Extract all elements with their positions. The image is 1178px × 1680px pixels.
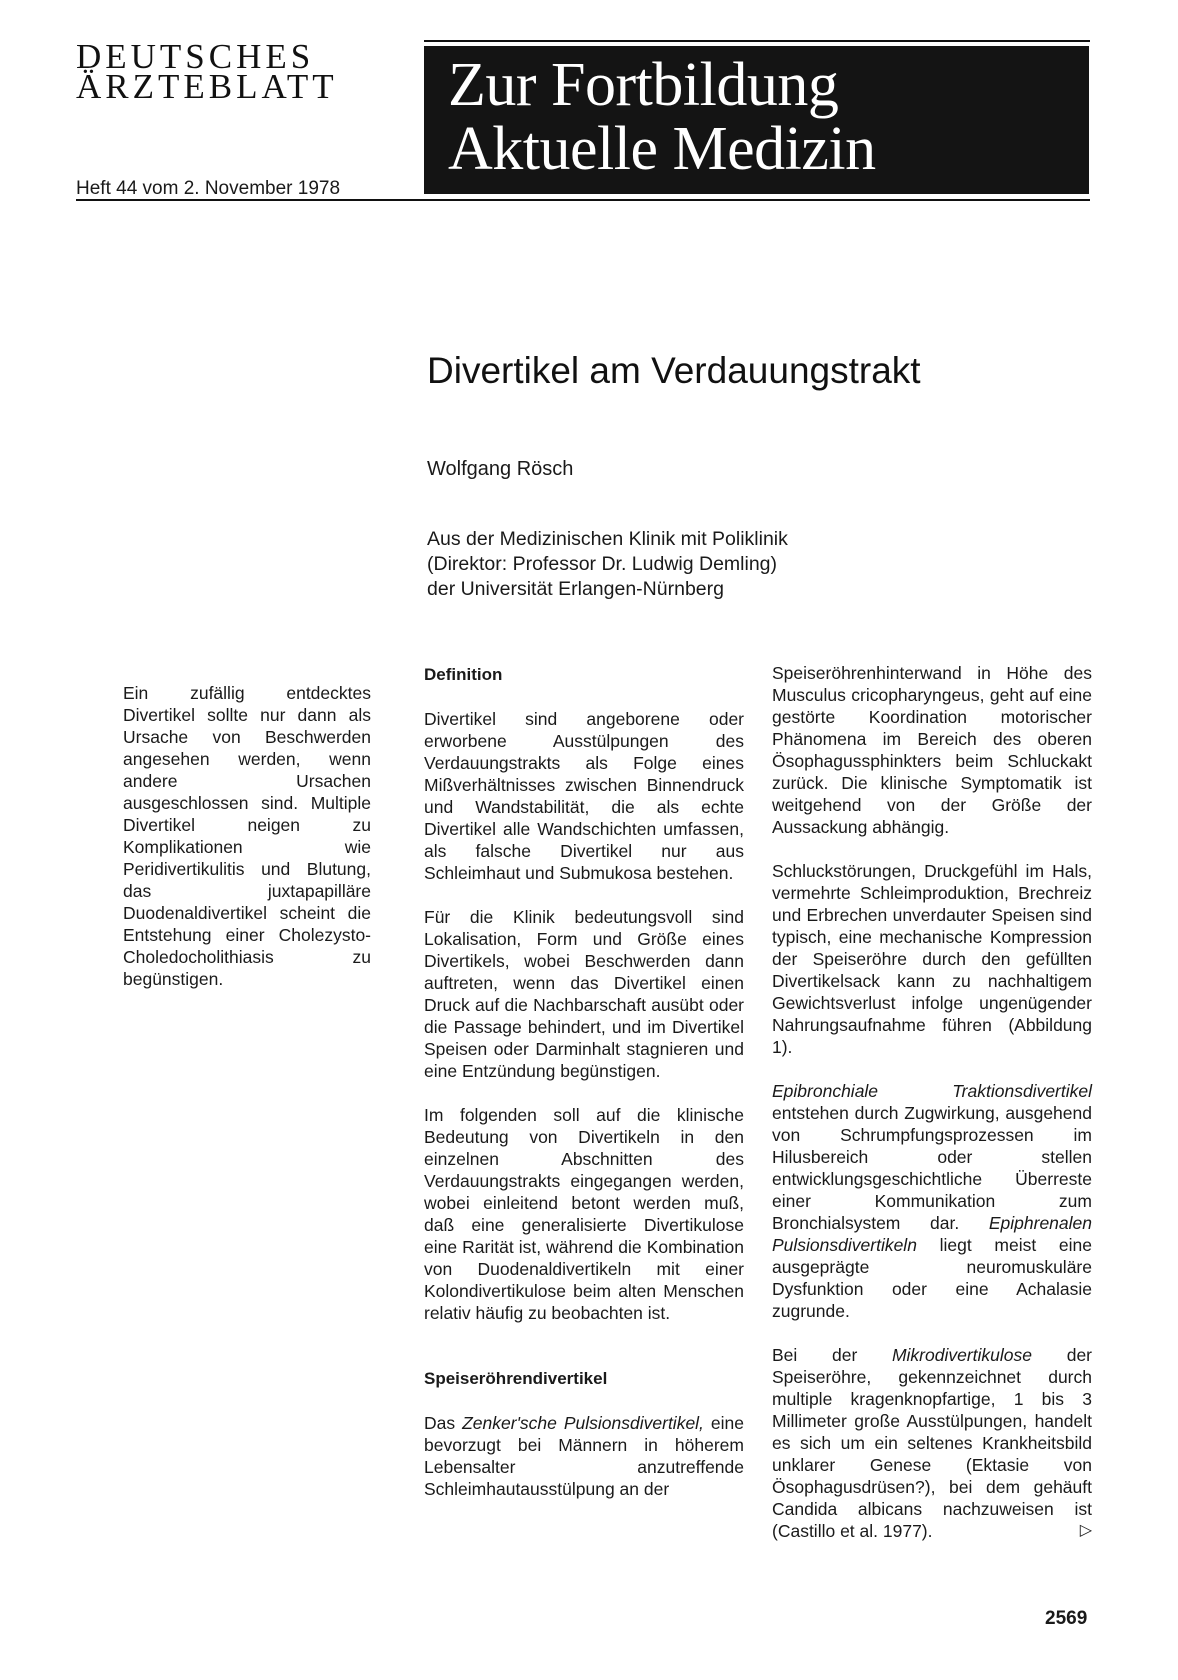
journal-name — [76, 37, 394, 106]
text-run: liegt meist eine ausgeprägte neuromuskuläre Dysfunktion oder eine Achalasie zugrunde. — [772, 1235, 1092, 1321]
paragraph: Für die Klinik bedeutungsvoll sind Lokalisation, Form und Größe eines Divertikels, wobei Beschwerden dann auftreten, wenn das Divertikel einen Druck auf die Nachbarschaft ausübt oder die Passage behindert, und im Divertikel Speisen oder Darminhalt stagnieren und eine Entzündung begünstigen. — [424, 907, 744, 1081]
emphasized-term: Zenker'sche Pulsionsdivertikel, — [462, 1413, 704, 1433]
article-author: Wolfgang Rösch — [427, 458, 574, 480]
section-heading-speiseroehrendivertikel: Speiseröhrendivertikel — [424, 1369, 608, 1388]
section-banner — [424, 46, 1089, 194]
paragraph: Divertikel sind angeborene oder erworbene Ausstülpungen des Verdauungstrakts als Folge eines Mißverhältnisses zwischen Binnendruck und Wandstabilität, die als echte Divertikel alle Wandschichten umfassen, als falsche Divertikel nur aus Schleimhaut und Submukosa bestehen. — [424, 709, 744, 883]
affiliation-line: (Direktor: Professor Dr. Ludwig Demling) — [427, 553, 778, 575]
continue-arrow-icon: ▷ — [1079, 1522, 1092, 1539]
page-number: 2569 — [1045, 1608, 1088, 1629]
text-run: eine bevorzugt bei Männern in höherem Lebensalter anzutreffende Schleimhautausstülpung an der — [424, 1413, 745, 1499]
emphasized-term: Epiphrenalen Pulsionsdivertikeln — [772, 1213, 1092, 1255]
emphasized-term: Epibronchiale Traktionsdivertikel — [772, 1081, 1092, 1101]
abstract: Ein zufällig entdecktes Divertikel sollte nur dann als Ursache von Beschwerden angesehen werden, wenn andere Ursachen ausgeschlossen sind. Multiple Divertikel neigen zu Komplikationen wie Peridivertikulitis und Blutung, das juxtapapilläre Duodenaldivertikel scheint die Entstehung einer Cholezysto-Choledocholithiasis zu begünstigen. — [123, 683, 371, 989]
body-column-2 — [424, 664, 744, 1522]
affiliation-line: der Universität Erlangen-Nürnberg — [427, 578, 724, 600]
paragraph: Schluckstörungen, Druckgefühl im Hals, vermehrte Schleimproduktion, Brechreiz und Erbrechen unverdauter Speisen sind typisch, eine mechanische Kompression der Speiseröhre durch den gefüllten Divertikelsack kann zu nachhaltigem Gewichtsverlust infolge ungenügender Nahrungsaufnahme führen (Abbildung 1). — [772, 861, 1092, 1057]
paragraph: Im folgenden soll auf die klinische Bedeutung von Divertikeln in den einzelnen Abschnitten des Verdauungstrakts eingegangen werden, wobei einleitend betont werden muß, daß eine generalisierte Divertikulose eine Rarität ist, während die Kombination von Duodenaldivertikeln mit einer Kolondivertikulose beim alten Menschen relativ häufig zu beobachten ist. — [424, 1105, 744, 1323]
paragraph — [772, 1344, 1092, 1542]
emphasized-term: Mikrodivertikulose — [891, 1345, 1033, 1365]
text-run: der Speiseröhre, gekennzeichnet durch multiple kragenknopfartige, 1 bis 3 Millimeter große Ausstülpungen, handelt es sich um ein seltenes Krankheitsbild unklarer Genese (Ektasie von Ösophagusdrüsen?), bei dem gehäuft Candida albicans nachzuweisen ist (Castillo et al. 1977). — [772, 1345, 1092, 1541]
body-column-3 — [772, 662, 1092, 1564]
text-run: Das — [424, 1413, 463, 1433]
text-run: entstehen durch Zugwirkung, ausgehend von Schrumpfungsprozessen im Hilusbereich oder stellen entwicklungsgeschichtliche Überreste einer Kommunikation zum Bronchialsystem dar. — [772, 1103, 1092, 1233]
journal-name-line1: DEUTSCHES — [76, 37, 315, 76]
journal-name-line2: ÄRZTEBLATT — [76, 67, 338, 106]
header-rule-bottom — [76, 199, 1090, 201]
paragraph: Speiseröhrenhinterwand in Höhe des Musculus cricopharyngeus, geht auf eine gestörte Koordination motorischer Phänomena im Bereich des oberen Ösophagussphinkters beim Schluckakt zurück. Die klinische Symptomatik ist weitgehend von der Größe der Aussackung abhängig. — [772, 663, 1092, 837]
banner-line2: Aktuelle Medizin — [448, 115, 876, 183]
section-heading-definition: Definition — [424, 665, 503, 684]
author-affiliation — [427, 527, 788, 602]
header-rule-top — [424, 40, 1090, 42]
banner-line1: Zur Fortbildung — [448, 51, 839, 119]
article-title: Divertikel am Verdauungstrakt — [427, 350, 921, 391]
affiliation-line: Aus der Medizinischen Klinik mit Poliklinik — [427, 528, 788, 550]
issue-info: Heft 44 vom 2. November 1978 — [76, 178, 341, 199]
text-run: Bei der — [772, 1345, 892, 1365]
paragraph — [424, 1412, 744, 1500]
paragraph — [772, 1080, 1092, 1322]
